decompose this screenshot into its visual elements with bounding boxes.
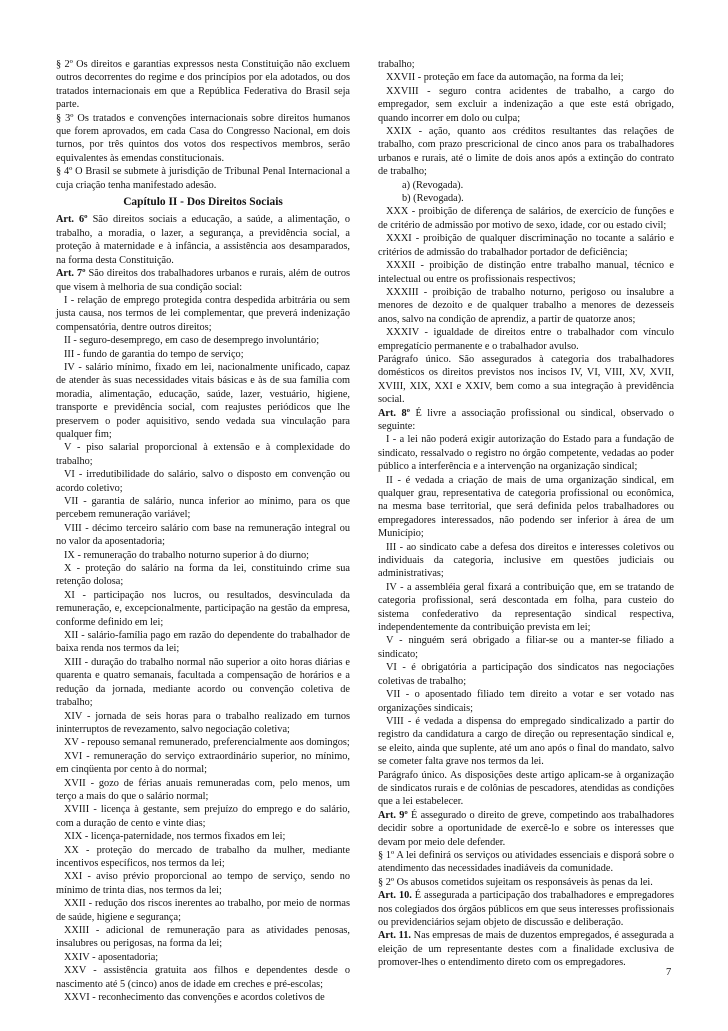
list-item: XI - participação nos lucros, ou resultados, desvinculada da remuneração, e, excepcionalmente, participação na gestão da empresa, conforme definido em lei; — [56, 589, 350, 628]
list-item: XVI - remuneração do serviço extraordinário superior, no mínimo, em cinqüenta por cento à do normal; — [56, 750, 350, 776]
article-number: Art. 6º — [56, 214, 88, 226]
article-number: Art. 7º — [56, 268, 86, 280]
article-text: É assegurado o direito de greve, competindo aos trabalhadores decidir sobre a oportunidade de exercê-lo e sobre os interesses que devam por meio dele defender. — [378, 809, 674, 848]
article-text: Nas empresas de mais de duzentos empregados, é assegurada a eleição de um representante destes com a finalidade exclusiva de promover-lhes o entendimento direto com os empregadores. — [378, 930, 674, 969]
article-paragraph — [378, 809, 674, 849]
list-item: XX - proteção do mercado de trabalho da mulher, mediante incentivos específicos, nos termos da lei; — [56, 844, 350, 869]
list-item: I - relação de emprego protegida contra despedida arbitrária ou sem justa causa, nos termos de lei complementar, que preverá indenização compensatória, dentre outros direitos; — [56, 294, 350, 333]
list-item: VII - o aposentado filiado tem direito a votar e ser votado nas organizações sindicais; — [378, 689, 674, 714]
list-item: V - ninguém será obrigado a filiar-se ou a manter-se filiado a sindicato; — [378, 635, 674, 660]
list-item: XVIII - licença à gestante, sem prejuízo do emprego e do salário, com a duração de cento e vinte dias; — [56, 804, 350, 829]
list-item: V - piso salarial proporcional à extensão e à complexidade do trabalho; — [56, 442, 350, 467]
list-item: XIII - duração do trabalho normal não superior a oito horas diárias e quarenta e quatro semanais, facultada a compensação de horários e a redução da jornada, mediante acordo ou convenção coletiva de trabalho; — [56, 656, 350, 709]
paragraph: § 3º Os tratados e convenções internacionais sobre direitos humanos que forem aprovados, em cada Casa do Congresso Nacional, em dois turnos, por três quintos dos votos dos respectivos membros, serão equivalentes às emendas constitucionais. — [56, 112, 350, 164]
list-item: XV - repouso semanal remunerado, preferencialmente aos domingos; — [64, 737, 350, 749]
list-item: IV - a assembléia geral fixará a contribuição que, em se tratando de categoria profissional, será descontada em folha, para custeio do sistema confederativo da representação sindical respectiva, independentemente da contribuição prevista em lei; — [378, 581, 674, 634]
list-item: XVII - gozo de férias anuais remuneradas com, pelo menos, um terço a mais do que o salário normal; — [56, 777, 350, 802]
list-item: VIII - é vedada a dispensa do empregado sindicalizado a partir do registro da candidatura a cargo de direção ou representação sindical e, se eleito, ainda que suplente, até um ano após o final do mandato, salvo se cometer falta grave nos termos da lei. — [378, 715, 674, 768]
article-number: Art. 10. — [378, 890, 412, 902]
list-item: b) (Revogada). — [402, 193, 464, 205]
list-item: III - fundo de garantia do tempo de serviço; — [64, 348, 244, 360]
list-item: XXV - assistência gratuita aos filhos e dependentes desde o nascimento até 5 (cinco) anos de idade em creches e pré-escolas; — [56, 965, 350, 990]
article-number: Art. 9º — [378, 809, 408, 821]
list-item: XXXI - proibição de qualquer discriminação no tocante a salário e critérios de admissão do trabalhador portador de deficiência; — [378, 233, 674, 258]
list-item: XXI - aviso prévio proporcional ao tempo de serviço, sendo no mínimo de trinta dias, nos termos da lei; — [56, 871, 350, 896]
list-item: VI - é obrigatória a participação dos sindicatos nas negociações coletivas de trabalho; — [378, 662, 674, 687]
list-item: XIV - jornada de seis horas para o trabalho realizado em turnos ininterruptos de revezamento, salvo negociação coletiva; — [56, 710, 350, 735]
article-number: Art. 8º — [378, 407, 411, 419]
article-paragraph — [378, 407, 674, 434]
list-item: II - é vedada a criação de mais de uma organização sindical, em qualquer grau, representativa de categoria profissional ou econômica, na mesma base territorial, que será definida pelos trabalhadores ou empregadores interessados, não podendo ser inferior à área de um Município; — [378, 474, 674, 540]
article-text: São direitos dos trabalhadores urbanos e rurais, além de outros que visem à melhoria de sua condição social: — [56, 268, 350, 293]
list-item: XXVIII - seguro contra acidentes de trabalho, a cargo do empregador, sem excluir a indenização a que este está obrigado, quando incorrer em dolo ou culpa; — [378, 85, 674, 124]
article-text: É livre a associação profissional ou sindical, observado o seguinte: — [378, 407, 674, 432]
list-item: a) (Revogada). — [402, 179, 464, 191]
article-text: São direitos sociais a educação, a saúde, a alimentação, o trabalho, a moradia, o lazer, a segurança, a previdência social, a proteção à maternidade e à infância, a assistência aos desamparados, na forma desta Constituição. — [56, 214, 350, 266]
list-item: VII - garantia de salário, nunca inferior ao mínimo, para os que percebem remuneração variável; — [56, 496, 350, 521]
list-item: IX - remuneração do trabalho noturno superior à do diurno; — [64, 549, 310, 561]
list-item: XIX - licença-paternidade, nos termos fixados em lei; — [64, 831, 286, 843]
list-item: III - ao sindicato cabe a defesa dos direitos e interesses coletivos ou individuais da categoria, inclusive em questões judiciais ou administrativas; — [378, 541, 674, 580]
list-item: X - proteção do salário na forma da lei, constituindo crime sua retenção dolosa; — [56, 563, 350, 588]
list-item: IV - salário mínimo, fixado em lei, nacionalmente unificado, capaz de atender às suas necessidades vitais básicas e às de sua família com moradia, alimentação, educação, saúde, lazer, vestuário, higiene, transporte e previdência social, com reajustes periódicos que lhe preservem o poder aquisitivo, sendo vedada sua vinculação para qualquer fim; — [56, 361, 350, 440]
paragraph: § 2º Os abusos cometidos sujeitam os responsáveis às penas da lei. — [378, 876, 653, 888]
list-item: XXX - proibição de diferença de salários, de exercício de funções e de critério de admissão por motivo de sexo, idade, cor ou estado civil; — [378, 206, 674, 231]
list-item: VIII - décimo terceiro salário com base na remuneração integral ou no valor da aposentadoria; — [56, 522, 350, 548]
paragraph: § 4º O Brasil se submete à jurisdição de Tribunal Penal Internacional a cuja criação tenha manifestado adesão. — [56, 166, 350, 191]
paragraph: Parágrafo único. As disposições deste artigo aplicam-se à organização de sindicatos rurais e de colônias de pescadores, atendidas as condições que a lei estabelecer. — [378, 769, 674, 808]
chapter-heading: Capítulo II - Dos Direitos Sociais — [123, 196, 283, 209]
list-item: XXIV - aposentadoria; — [64, 951, 159, 963]
article-paragraph — [378, 929, 674, 969]
list-item: XXXIV - igualdade de direitos entre o trabalhador com vínculo empregatício permanente e o trabalhador avulso. — [378, 327, 674, 352]
article-paragraph — [56, 213, 350, 267]
list-item: XXIX - ação, quanto aos créditos resultantes das relações de trabalho, com prazo prescricional de cinco anos para os trabalhadores urbanos e rurais, até o limite de dois anos após a extinção do contrato de trabalho; — [378, 126, 674, 178]
list-item: XII - salário-família pago em razão do dependente do trabalhador de baixa renda nos termos da lei; — [56, 630, 350, 655]
article-paragraph — [378, 889, 674, 929]
article-number: Art. 11. — [378, 930, 411, 942]
paragraph: Parágrafo único. São assegurados à categoria dos trabalhadores domésticos os direitos previstos nos incisos IV, VI, VIII, XV, XVII, XVIII, XIX, XXI e XXIV, bem como a sua integração à previdência social. — [378, 353, 674, 406]
article-text: É assegurada a participação dos trabalhadores e empregadores nos colegiados dos órgãos públicos em que seus interesses profissionais ou previdenciários sejam objeto de discussão e deliberação. — [378, 890, 674, 928]
list-item: XXVII - proteção em face da automação, na forma da lei; — [386, 72, 624, 84]
list-item: II - seguro-desemprego, em caso de desemprego involuntário; — [64, 335, 320, 347]
list-item: XXXIII - proibição de trabalho noturno, perigoso ou insalubre a menores de dezoito e de qualquer trabalho a menores de dezesseis anos, salvo na condição de aprendiz, a partir de quatorze anos; — [378, 286, 674, 325]
paragraph: trabalho; — [378, 59, 415, 70]
paragraph: § 2º Os direitos e garantias expressos nesta Constituição não excluem outros decorrentes do regime e dos princípios por ela adotados, ou dos tratados internacionais em que a República Federativa do Brasil seja parte. — [56, 59, 350, 111]
list-item: VI - irredutibilidade do salário, salvo o disposto em convenção ou acordo coletivo; — [56, 469, 350, 494]
right-column — [378, 58, 674, 970]
left-column — [56, 58, 350, 1004]
page-number: 7 — [666, 967, 672, 978]
list-item: XXVI - reconhecimento das convenções e acordos coletivos de — [64, 992, 325, 1004]
paragraph: § 1º A lei definirá os serviços ou atividades essenciais e disporá sobre o atendimento das necessidades inadiáveis da comunidade. — [378, 849, 674, 875]
list-item: I - a lei não poderá exigir autorização do Estado para a fundação de sindicato, ressalvado o registro no órgão competente, vedadas ao poder público a interferência e a intervenção na organização sindical; — [378, 434, 674, 473]
list-item: XXIII - adicional de remuneração para as atividades penosas, insalubres ou perigosas, na forma da lei; — [56, 925, 350, 950]
list-item: XXXII - proibição de distinção entre trabalho manual, técnico e intelectual ou entre os profissionais respectivos; — [378, 260, 674, 285]
list-item: XXII - redução dos riscos inerentes ao trabalho, por meio de normas de saúde, higiene e segurança; — [56, 898, 350, 923]
article-paragraph — [56, 267, 350, 294]
